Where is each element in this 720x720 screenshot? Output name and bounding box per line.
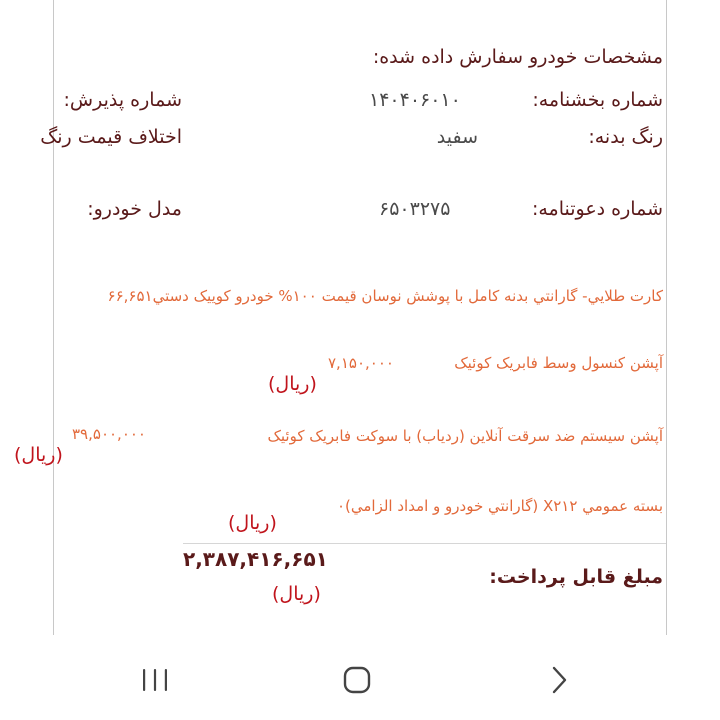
system-navigation-bar	[0, 638, 720, 720]
option-gold-card-text	[108, 287, 663, 305]
option-tracker-currency: (ريال)	[14, 444, 63, 466]
color-price-diff-label: اختلاف قیمت رنگ	[40, 126, 182, 148]
recent-apps-icon	[140, 667, 170, 693]
payable-amount-value: ۲,۳۸۷,۴۱۶,۶۵۱	[183, 547, 328, 571]
option-tracker-amount: ۳۹,۵۰۰,۰۰۰	[72, 425, 146, 443]
option-console-currency: (ريال)	[268, 373, 317, 395]
home-icon	[342, 665, 372, 695]
body-color-value: سفید	[436, 126, 478, 148]
recent-apps-button[interactable]	[125, 658, 185, 702]
invitation-number-value: ۶۵۰۳۲۷۵	[379, 198, 451, 220]
option-package-amount: ۰	[336, 497, 346, 515]
option-console-text	[454, 354, 663, 372]
table-divider-right	[666, 0, 667, 635]
option-package-text	[337, 497, 663, 515]
option-console-description: آپشن کنسول وسط فابريک کوئيک	[454, 354, 663, 372]
table-divider-left	[53, 0, 54, 635]
back-button[interactable]	[529, 658, 589, 702]
total-separator	[183, 543, 666, 544]
payable-amount-label: مبلغ قابل پرداخت:	[489, 566, 663, 588]
payable-amount-currency: (ريال)	[272, 583, 321, 605]
option-tracker-description: آپشن سيستم ضد سرقت آنلاين (ردياب) با سوکت فابريک کوئيک	[267, 427, 663, 445]
receipt-number-label: شماره بخشنامه:	[532, 89, 663, 111]
invitation-number-label: شماره دعوتنامه:	[531, 198, 663, 220]
receipt-number-value: ۱۴۰۴۰۶۰۱۰	[369, 89, 461, 111]
car-model-label: مدل خودرو:	[87, 198, 182, 220]
option-package-description: بسته عمومي X۲۱۲ (گارانتي خودرو و امداد الزامي)	[345, 497, 663, 515]
option-gold-card-description: کارت طلايي- گارانتي بدنه کامل با پوشش نوسان قيمت ۱۰۰% خودرو کوييک دستي	[152, 287, 663, 305]
option-gold-card-amount: ۶۶,۶۵۱	[107, 287, 153, 305]
option-console-amount: ۷,۱۵۰,۰۰۰	[328, 354, 394, 372]
back-icon	[548, 665, 570, 695]
section-title: مشخصات خودرو سفارش داده شده:	[372, 46, 663, 68]
option-package-currency: (ريال)	[228, 512, 277, 534]
home-button[interactable]	[327, 658, 387, 702]
body-color-label: رنگ بدنه:	[588, 126, 663, 148]
option-tracker-text	[267, 427, 663, 445]
acceptance-number-label: شماره پذیرش:	[63, 89, 182, 111]
